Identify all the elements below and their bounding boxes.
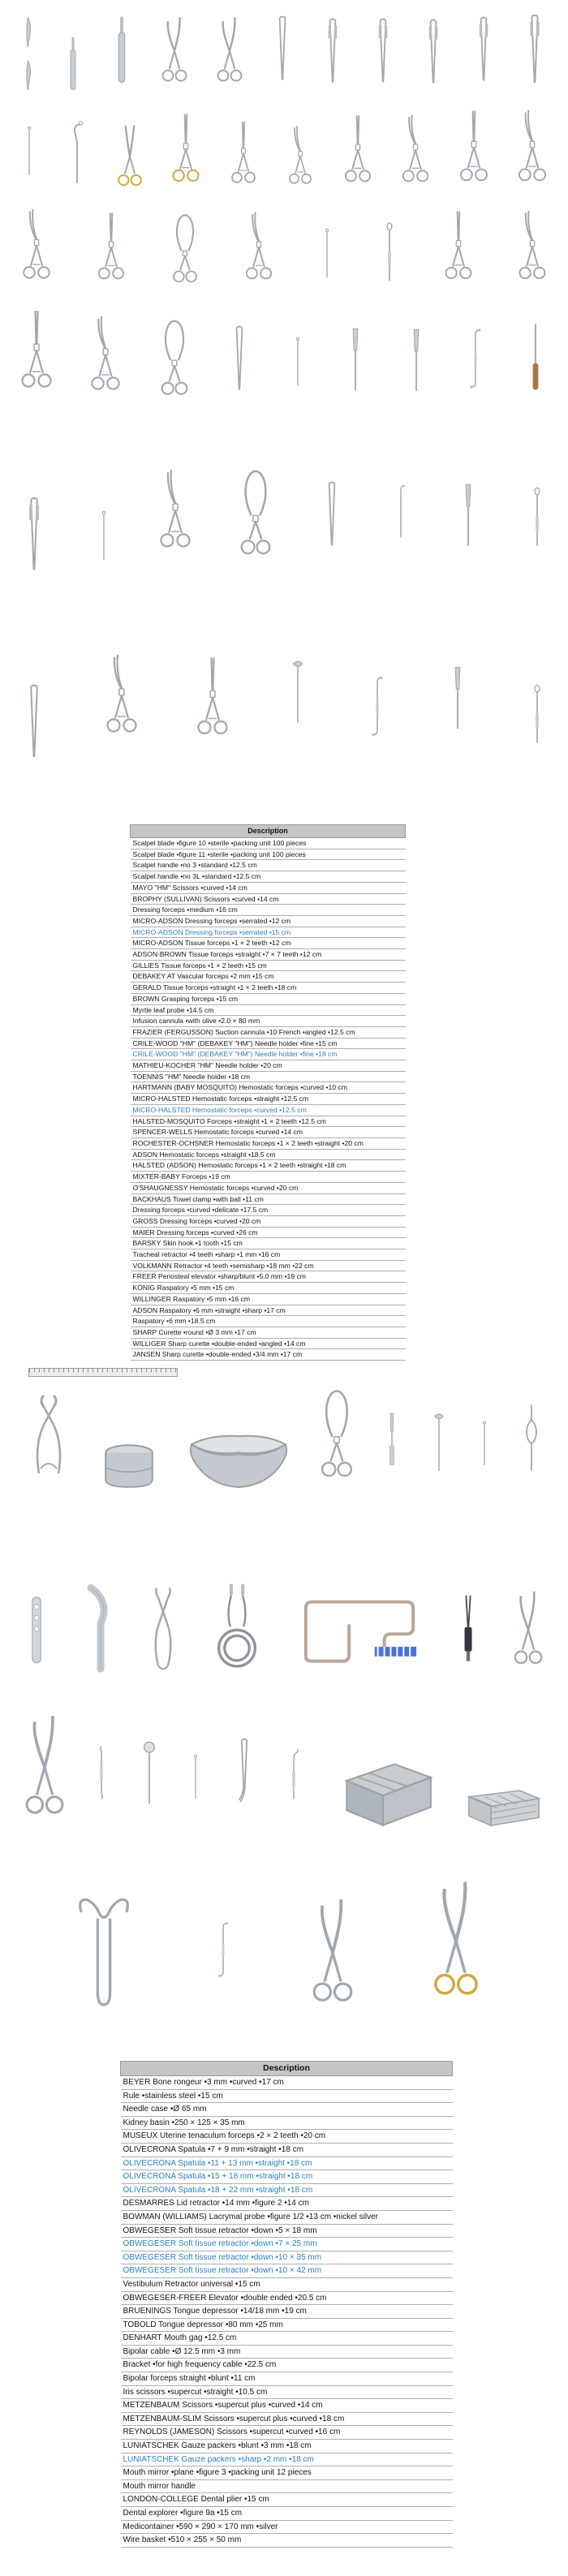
instrument-row-3 (20, 204, 548, 294)
needle-holder-icon (116, 122, 144, 196)
table-row (121, 2157, 453, 2170)
hf-bracket-icon (295, 1592, 423, 1665)
description-cell: BARSKY Skin hook •1 tooth •15 cm (131, 1238, 406, 1249)
table-row (121, 2453, 453, 2466)
curette-icon (379, 211, 400, 294)
description-cell: Vestibulum Retractor universal •15 cm (121, 2277, 453, 2291)
description-cell: OBWEGESER Soft tissue retractor •down •5 × 18 mm (121, 2224, 453, 2238)
description-cell: ADSON Hemostatic forceps •straight •18.5 cm (131, 1149, 406, 1160)
table-row (131, 1049, 406, 1060)
scissors-icon (215, 15, 244, 92)
table-row (131, 1026, 406, 1038)
instrument-row-2 (20, 104, 548, 196)
loop-retractor-icon (519, 1384, 544, 1491)
raspatory-icon (344, 312, 367, 407)
description-cell: ADSON Raspatory •6 mm •straight •sharp •17 cm (131, 1305, 406, 1316)
mouth-mirror-icon (138, 1715, 161, 1830)
table-row (121, 2440, 453, 2453)
kidney-basin-icon (185, 1430, 292, 1491)
lid-retractor-icon (286, 631, 309, 753)
description-cell: MUSEUX Uterine tenaculum forceps •2 × 2 teeth •20 cm (121, 2130, 453, 2144)
description-cell: BACKHAUS Towel clamp •with ball •11 cm (131, 1193, 406, 1205)
description-cell: REYNOLDS (JAMESON) Scissors •supercut •curved •16 cm (121, 2426, 453, 2440)
probe-icon (318, 213, 336, 294)
description-cell: Wire basket •510 × 255 × 50 mm (121, 2534, 453, 2548)
description-cell: FREER Periosteal elevator •sharp/blunt •5.0 mm •19 cm (131, 1271, 406, 1283)
table-row (131, 1094, 406, 1105)
vestibulum-retractor-icon (73, 1886, 135, 2017)
table-row (121, 2345, 453, 2359)
table-row (131, 882, 406, 893)
raspatory-icon (405, 313, 428, 407)
description-cell: VOLKMANN Retractor •4 teeth •semisharp •18 mm •22 cm (131, 1260, 406, 1271)
description-cell: WILLINGER Raspatory •5 mm •16 cm (131, 1293, 406, 1305)
table-row (131, 1205, 406, 1216)
description-cell: OBWEGESER Soft tissue retractor •down •10 × 35 mm (121, 2251, 453, 2264)
table-row (131, 960, 406, 971)
cannula-icon (66, 109, 88, 196)
hemostat-icon (400, 112, 431, 196)
description-cell: OLIVECRONA Spatula •11 + 13 mm •straight •18 cm (121, 2157, 453, 2170)
description-cell: METZENBAUM-SLIM Scissors •supercut plus •curved •18 cm (121, 2412, 453, 2426)
description-cell: CRILE-WOOD "HM" (DEBAKEY "HM") Needle holder •fine •15 cm (131, 1038, 406, 1049)
elevator-icon (92, 1715, 111, 1830)
description-cell: MATHIEU-KOCHER "HM" Needle holder •20 cm (131, 1060, 406, 1072)
skin-hook-icon (391, 454, 411, 568)
table-row (121, 2277, 453, 2291)
description-cell: MICRO-ADSON Dressing forceps •serrated •12 cm (131, 915, 406, 927)
supercut-scissors-icon (433, 1874, 479, 2017)
table-row (121, 2238, 453, 2251)
table-row (131, 927, 406, 938)
description-cell: Myrtle leaf probe •14.5 cm (131, 1004, 406, 1016)
table-row (131, 1193, 406, 1205)
table-row (131, 971, 406, 983)
table-row (131, 938, 406, 949)
instrument-row-10 (73, 1874, 479, 2032)
table-row (121, 2466, 453, 2480)
description-cell: O'SHAUGNESSY Hemostatic forceps •curved •20 cm (131, 1182, 406, 1193)
description-cell: HARTMANN (BABY MOSQUITO) Hemostatic forceps •curved •10 cm (131, 1082, 406, 1094)
description-cell: Dressing forceps •curved •delicate •17.5 cm (131, 1205, 406, 1216)
raspatory-icon (446, 631, 469, 765)
table-row (131, 871, 406, 883)
spatula-icon (382, 1386, 402, 1491)
tongue-depressor-icon (24, 1580, 49, 1679)
description-cell: JANSEN Sharp curette •double-ended •3/4 mm •17 cm (131, 1349, 406, 1361)
description-cell: MAIER Dressing forceps •curved •26 cm (131, 1227, 406, 1238)
description-cell: MICRO-HALSTED Hemostatic forceps •curved •12.5 cm (131, 1104, 406, 1116)
description-cell: SHARP Curette •round •Ø 3 mm •17 cm (131, 1327, 406, 1338)
description-cell: TOBOLD Tongue depressor •80 mm •25 mm (121, 2318, 453, 2332)
instrument-row-4 (20, 302, 548, 407)
description-cell: DESMARRES Lid retractor •14 mm •figure 2 •14 cm (121, 2197, 453, 2211)
medicontainer-icon (330, 1756, 437, 1830)
table-row (131, 838, 406, 849)
description-cell: HALSTED-MOSQUITO Forceps •straight •1 × 2 teeth •12.5 cm (131, 1116, 406, 1127)
scalpel-handle-icon (62, 34, 84, 92)
table-row (121, 2170, 453, 2184)
description-cell: Infusion cannula •with olive •2.0 × 80 mm (131, 1016, 406, 1027)
hemostat-icon (105, 631, 138, 769)
description-cell: Kidney basin •250 × 125 × 35 mm (121, 2116, 453, 2130)
description-cell: OLIVECRONA Spatula •7 + 9 mm •straight •18 cm (121, 2143, 453, 2157)
tissue-forceps-icon (371, 11, 395, 92)
towel-clamp-icon (159, 316, 190, 407)
table-row (121, 2183, 453, 2197)
description-cell: Bipolar forceps straight •blunt •11 cm (121, 2372, 453, 2386)
description-cell: Mouth mirror handle (121, 2479, 453, 2493)
table-row (131, 860, 406, 871)
instrument-row-8 (24, 1580, 544, 1684)
tissue-forceps-icon (20, 454, 48, 617)
table-row (131, 1116, 406, 1127)
table-row (121, 2412, 453, 2426)
instrument-row-1 (20, 5, 548, 92)
description-cell: Dressing forceps •medium •16 cm (131, 905, 406, 916)
curette-icon (367, 631, 388, 781)
description-cell: WILLIGER Sharp curette •double-ended •angled •14 cm (131, 1338, 406, 1349)
table-row (131, 1071, 406, 1082)
hemostat-icon (243, 209, 274, 294)
description-cell: MIXTER-BABY Forceps •19 cm (131, 1172, 406, 1183)
table-row (131, 1004, 406, 1016)
table-2-header: Description (121, 2062, 453, 2076)
description-cell: Iris scissors •supercut •straight •10.5 cm (121, 2385, 453, 2399)
instrument-row-5 (20, 454, 548, 621)
instrument-table-2 (120, 2061, 453, 2548)
table-row (121, 2076, 453, 2090)
hemostat-icon (286, 123, 315, 196)
table-row (121, 2103, 453, 2117)
needle-holder-icon (229, 118, 258, 196)
hemostat-icon (20, 206, 53, 294)
description-cell: Scalpel blade •figure 10 •sterile •packing unit 100 pieces (131, 838, 406, 849)
table-row (121, 2534, 453, 2548)
table-row (121, 2359, 453, 2372)
table-2-body (121, 2076, 453, 2548)
table-row (131, 1305, 406, 1316)
table-row (131, 849, 406, 860)
ruler-icon (28, 1368, 178, 1377)
description-cell: BEYER Bone rongeur •3 mm •curved •17 cm (121, 2076, 453, 2090)
table-row (121, 2479, 453, 2493)
table-row (121, 2520, 453, 2534)
description-cell: FRAZIER (FERGUSSON) Suction cannula •10 French •angled •12.5 cm (131, 1026, 406, 1038)
table-row (131, 905, 406, 916)
elevator-icon (213, 1874, 233, 2025)
description-cell: OBWEGESER Soft tissue retractor •down •10 × 42 mm (121, 2264, 453, 2278)
hemostat-icon (196, 631, 229, 773)
description-cell: ROCHESTER-OCHSNER Hemostatic forceps •1 × 2 teeth •straight •20 cm (131, 1137, 406, 1149)
table-row (121, 2116, 453, 2130)
description-cell: BROWN Grasping forceps •15 cm (131, 993, 406, 1004)
table-row (131, 1060, 406, 1072)
table-row (131, 1338, 406, 1349)
instrument-row-6 (20, 631, 548, 818)
description-cell: Bipolar cable •Ø 12.5 mm •3 mm (121, 2345, 453, 2359)
description-cell: Dental explorer •figure 9a •15 cm (121, 2507, 453, 2521)
table-row (131, 1082, 406, 1094)
probe-icon (95, 454, 113, 617)
table-row (121, 2385, 453, 2399)
instrument-row-9 (24, 1710, 544, 1830)
table-row (121, 2089, 453, 2103)
dressing-forceps-icon (270, 6, 295, 92)
description-cell: BOWMAN (WILLIAMS) Lacrymal probe •figure 1/2 •13 cm •nickel silver (121, 2210, 453, 2224)
hemostat-icon (342, 112, 373, 196)
table-row (121, 2210, 453, 2224)
needle-holder-icon (170, 110, 201, 196)
description-cell: OLIVECRONA Spatula •15 + 18 mm •straight •18 cm (121, 2170, 453, 2184)
table-row (121, 2399, 453, 2413)
tenaculum-forceps-icon (319, 1386, 355, 1491)
tongue-depressor-icon (81, 1580, 114, 1679)
description-cell: Tracheal retractor •4 teeth •sharp •1 mm •16 cm (131, 1249, 406, 1261)
table-row (131, 1160, 406, 1172)
table-row (131, 1238, 406, 1249)
description-cell: GERALD Tissue forceps •straight •1 × 2 teeth •18 cm (131, 983, 406, 994)
description-cell: LONDON-COLLEGE Dental plier •15 cm (121, 2493, 453, 2507)
description-cell: METZENBAUM Scissors •supercut plus •curved •14 cm (121, 2399, 453, 2413)
dressing-forceps-icon (320, 454, 344, 576)
bipolar-forceps-icon (456, 1580, 480, 1676)
dressing-forceps-icon (227, 312, 252, 407)
description-cell: Scalpel blade •figure 11 •sterile •packing unit 100 pieces (131, 849, 406, 860)
description-cell: Scalpel handle •no 3L •standard •12.5 cm (131, 871, 406, 883)
hemostat-icon (159, 454, 191, 576)
needle-case-icon (100, 1441, 158, 1491)
hemostat-icon (443, 208, 474, 294)
tissue-forceps-icon (20, 631, 48, 814)
description-cell: GILLIES Tissue forceps •1 × 2 teeth •15 cm (131, 960, 406, 971)
table-row (121, 2197, 453, 2211)
table-row (121, 2332, 453, 2346)
scissors-icon (24, 1712, 65, 1830)
supercut-scissors-icon (311, 1895, 355, 2019)
table-row (131, 1327, 406, 1338)
table-row (131, 1137, 406, 1149)
table-row (131, 1316, 406, 1327)
lid-retractor-icon (428, 1394, 450, 1491)
table-row (121, 2291, 453, 2305)
description-cell: CRILE-WOOD "HM" (DEBAKEY "HM") Needle holder •fine •18 cm (131, 1049, 406, 1060)
raspatory-icon (523, 307, 548, 407)
table-1-header: Description (131, 825, 406, 838)
instrument-table-1 (130, 824, 406, 1361)
table-row (121, 2130, 453, 2144)
description-cell: MAYO "HM" Scissors •curved •14 cm (131, 882, 406, 893)
table-row (131, 915, 406, 927)
bipolar-cable-icon (212, 1580, 262, 1679)
curette-icon (465, 310, 486, 407)
description-cell: GROSS Dressing forceps •curved •20 cm (131, 1215, 406, 1227)
table-row (131, 1127, 406, 1138)
description-cell: KÖNIG Raspatory •5 mm •15 cm (131, 1283, 406, 1294)
lacrymal-probe-icon (476, 1396, 493, 1491)
description-cell: OBWEGESER-FREER Elevator •double ended •20.5 cm (121, 2291, 453, 2305)
gauze-packer-icon (187, 1723, 204, 1830)
table-row (131, 1038, 406, 1049)
description-cell: Medicontainer •590 × 290 × 170 mm •silver (121, 2520, 453, 2534)
description-cell: Needle case •Ø 65 mm (121, 2103, 453, 2117)
description-cell: MICRO-ADSON Tissue forceps •1 × 2 teeth •12 cm (131, 938, 406, 949)
description-cell: OLIVECRONA Spatula •18 + 22 mm •straight •18 cm (121, 2183, 453, 2197)
table-row (121, 2251, 453, 2264)
description-cell: ADSON-BROWN Tissue forceps •straight •7 × 7 teeth •12 cm (131, 949, 406, 961)
table-row (131, 949, 406, 961)
table-row (121, 2264, 453, 2278)
raspatory-icon (457, 454, 480, 576)
table-row (121, 2372, 453, 2386)
curette-icon (527, 631, 548, 798)
description-cell: SPENCER-WELLS Hemostatic forceps •curved •14 cm (131, 1127, 406, 1138)
table-row (131, 1172, 406, 1183)
description-cell: MICRO-HALSTED Hemostatic forceps •straight •12.5 cm (131, 1094, 406, 1105)
table-1-body (131, 838, 406, 1361)
towel-clamp-icon (239, 454, 273, 580)
hemostat-icon (90, 312, 121, 407)
table-row (131, 1293, 406, 1305)
description-cell: LUNIATSCHEK Gauze packers •blunt •3 mm •18 cm (121, 2440, 453, 2453)
description-cell: DENHART Mouth gag •12.5 cm (121, 2332, 453, 2346)
wire-basket-icon (464, 1785, 544, 1830)
dressing-forceps-icon (321, 11, 345, 92)
table-row (131, 1260, 406, 1271)
description-cell: TOENNIS "HM" Needle holder •18 cm (131, 1071, 406, 1082)
description-cell: MICRO-ADSON Dressing forceps •serrated •15 cm (131, 927, 406, 938)
towel-clamp-icon (170, 211, 200, 294)
tissue-forceps-icon (421, 13, 445, 92)
description-cell: LUNIATSCHEK Gauze packers •sharp •2 mm •18 cm (121, 2453, 453, 2466)
table-row (131, 1249, 406, 1261)
dental-plier-icon (231, 1715, 257, 1830)
table-row (131, 993, 406, 1004)
table-row (131, 1104, 406, 1116)
curette-icon (527, 454, 548, 580)
hemostat-icon (20, 303, 53, 407)
table-row (131, 1271, 406, 1283)
mouth-gag-icon (147, 1580, 179, 1679)
hemostat-icon (517, 107, 548, 196)
description-cell: BRUENINGS Tongue depressor •14/18 mm •19 cm (121, 2305, 453, 2319)
table-row (121, 2224, 453, 2238)
scalpel-blade-icon (20, 58, 37, 92)
probe-icon (20, 105, 38, 196)
description-cell: DEBAKEY AT Vascular forceps •2 mm •15 cm (131, 971, 406, 983)
table-row (121, 2305, 453, 2319)
description-cell: OBWEGESER Soft tissue retractor •down •7 × 25 mm (121, 2238, 453, 2251)
table-row (131, 1349, 406, 1361)
table-row (131, 893, 406, 905)
description-cell: Mouth mirror •plane •figure 3 •packing unit 12 pieces (121, 2466, 453, 2480)
iris-scissors-icon (513, 1589, 544, 1676)
hemostat-icon (458, 107, 489, 196)
bone-rongeur-icon (24, 1384, 73, 1491)
description-cell: Scalpel handle •no 3 •standard •12.5 cm (131, 860, 406, 871)
description-cell: HALSTED (ADSON) Hemostatic forceps •1 × 2 teeth •straight •18 cm (131, 1160, 406, 1172)
table-row (131, 1149, 406, 1160)
table-row (121, 2318, 453, 2332)
table-row (131, 1283, 406, 1294)
description-cell: Rule •stainless steel •15 cm (121, 2089, 453, 2103)
table-row (121, 2507, 453, 2521)
scalpel-blade-icon (20, 15, 37, 49)
table-row (121, 2143, 453, 2157)
scalpel-handle-icon (110, 6, 134, 92)
table-row (131, 1182, 406, 1193)
description-cell: Bracket •for high frequency cable •22.5 cm (121, 2359, 453, 2372)
hemostat-icon (96, 209, 127, 294)
description-cell: Raspatory •6 mm •18.5 cm (131, 1316, 406, 1327)
vascular-forceps-icon (522, 8, 548, 92)
scissors-icon (160, 15, 189, 92)
probe-icon (289, 316, 307, 407)
table-row (131, 1227, 406, 1238)
table-row (121, 2426, 453, 2440)
description-cell: BROPHY (SULLIVAN) Scissors •curved •14 cm (131, 893, 406, 905)
table-row (131, 983, 406, 994)
table-row (131, 1215, 406, 1227)
table-row (131, 1016, 406, 1027)
hemostat-icon (517, 208, 548, 294)
instrument-row-7 (24, 1379, 544, 1491)
table-row (121, 2493, 453, 2507)
dental-explorer-icon (284, 1715, 303, 1830)
tissue-forceps-icon (471, 8, 496, 92)
